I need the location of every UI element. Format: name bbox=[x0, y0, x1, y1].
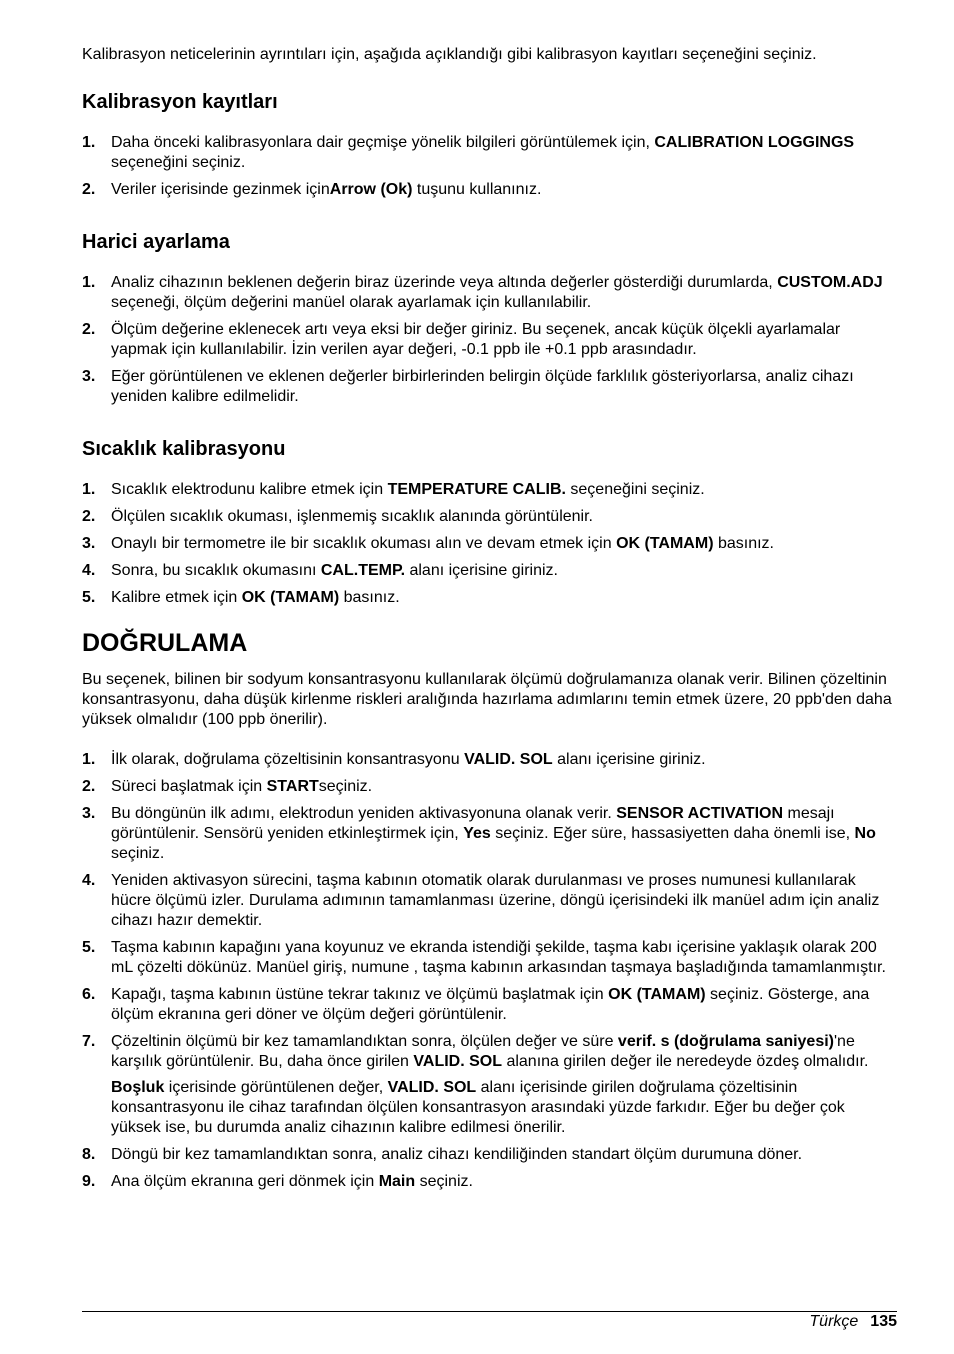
text-run: seçiniz. Gösterge, ana ölçüm ekranına geri döner ve ölçüm değeri görüntülenir. bbox=[111, 986, 870, 1023]
bold-term: TEMPERATURE CALIB. bbox=[387, 481, 566, 498]
step-number: 2. bbox=[82, 321, 96, 338]
bold-term: Main bbox=[378, 1173, 416, 1190]
bold-term: SENSOR ACTIVATION bbox=[616, 805, 784, 822]
list-item bbox=[82, 1172, 897, 1192]
text-run: 'ne karşılık görüntülenir. Bu, daha önce girilen bbox=[111, 1033, 855, 1070]
step-number: 1. bbox=[82, 134, 96, 151]
list-item bbox=[82, 938, 897, 978]
text-run: Onaylı bir termometre ile bir sıcaklık okuması alın ve devam etmek için bbox=[111, 535, 617, 552]
step-text bbox=[111, 368, 854, 405]
text-run: alanı içerisinde girilen doğrulama çözeltisinin konsantrasyonu ile cihaz tarafından ölçülen konsantrasyon arasındaki yüzde farkıdır. Eğer bu değer çok yüksek ise, bu durumda analiz cihazının kalibre edilmesi önerilir. bbox=[111, 1079, 845, 1136]
page-number: 135 bbox=[870, 1313, 897, 1330]
footer-language: Türkçe bbox=[809, 1313, 859, 1330]
text-run: alanı içerisine giriniz. bbox=[405, 562, 558, 579]
text-run: seçiniz. bbox=[111, 845, 165, 862]
text-run: alanına girilen değer ile neredeyde özdeş olmalıdır. bbox=[502, 1053, 869, 1070]
text-run: Taşma kabının kapağını yana koyunuz ve ekranda istendiği şekilde, taşma kabı içerisine yaklaşık olarak 200 mL çözelti dökünüz. Manüel giriş, numune , taşma kabının arkasından taşmaya başladığında tamamlanmıştır. bbox=[111, 939, 886, 976]
step-number: 2. bbox=[82, 508, 96, 525]
step-number: 1. bbox=[82, 274, 96, 291]
step-text bbox=[111, 872, 879, 929]
bold-term: OK (TAMAM) bbox=[608, 986, 706, 1003]
text-run: seçiniz. bbox=[318, 778, 373, 795]
list-item bbox=[82, 367, 897, 407]
step-number: 5. bbox=[82, 589, 96, 606]
bold-term: CUSTOM.ADJ bbox=[777, 274, 883, 291]
verification-steps bbox=[82, 750, 897, 1192]
list-item bbox=[82, 273, 897, 313]
step-number: 9. bbox=[82, 1173, 96, 1190]
step-number: 3. bbox=[82, 535, 96, 552]
step-text bbox=[111, 751, 706, 768]
step-number: 8. bbox=[82, 1146, 96, 1163]
text-run: Bu döngünün ilk adımı, elektrodun yeniden aktivasyonuna olanak verir. bbox=[111, 805, 617, 822]
text-run: basınız. bbox=[713, 535, 774, 552]
step-number: 2. bbox=[82, 778, 96, 795]
list-item bbox=[82, 507, 897, 527]
text-run: Sıcaklık elektrodunu kalibre etmek için bbox=[111, 481, 388, 498]
list-item bbox=[82, 985, 897, 1025]
bold-term: No bbox=[854, 825, 876, 842]
step-text bbox=[111, 1146, 802, 1163]
text-run: tuşunu kullanınız. bbox=[412, 181, 542, 198]
footer-divider bbox=[82, 1311, 897, 1312]
step-text bbox=[111, 778, 372, 795]
section-heading: Sıcaklık kalibrasyonu bbox=[82, 438, 286, 460]
section-steps bbox=[82, 273, 897, 407]
list-item bbox=[82, 588, 897, 608]
step-text bbox=[111, 134, 854, 171]
text-run: Sonra, bu sıcaklık okumasını bbox=[111, 562, 321, 579]
page-footer bbox=[809, 1312, 897, 1332]
text-run: mesajı görüntülenir. Sensörü yeniden etkinleştirmek için, bbox=[111, 805, 835, 842]
bold-term: VALID. SOL bbox=[464, 751, 553, 768]
bold-term: Yes bbox=[463, 825, 491, 842]
text-run: Çözeltinin ölçümü bir kez tamamlandıktan sonra, ölçülen değer ve süre bbox=[111, 1033, 618, 1050]
bold-term: OK (TAMAM) bbox=[616, 535, 714, 552]
list-item bbox=[82, 750, 897, 770]
bold-term: Arrow (Ok) bbox=[329, 181, 413, 198]
intro-paragraph: Kalibrasyon neticelerinin ayrıntıları için, aşağıda açıklandığı gibi kalibrasyon kayıtları seçeneğini seçiniz. bbox=[82, 46, 817, 63]
text-run: içerisinde görüntülenen değer, bbox=[164, 1079, 388, 1096]
step-text bbox=[111, 181, 541, 198]
list-item bbox=[82, 534, 897, 554]
step-text bbox=[111, 1033, 868, 1070]
section-steps bbox=[82, 480, 897, 608]
list-item bbox=[82, 777, 897, 797]
step-text bbox=[111, 508, 593, 525]
step-number: 3. bbox=[82, 368, 96, 385]
section-heading: Harici ayarlama bbox=[82, 231, 230, 253]
list-item bbox=[82, 180, 897, 200]
list-item bbox=[82, 871, 897, 931]
text-run: seçiniz. Eğer süre, hassasiyetten daha önemli ise, bbox=[490, 825, 855, 842]
text-run: seçeneğini seçiniz. bbox=[565, 481, 705, 498]
text-run: Eğer görüntülenen ve eklenen değerler birbirlerinden belirgin ölçüde farklılık gösteriyorlarsa, analiz cihazı yeniden kalibre edilmelidir. bbox=[111, 368, 854, 405]
step-text bbox=[111, 562, 558, 579]
text-run: seçeneği, ölçüm değerini manüel olarak ayarlamak için kullanılabilir. bbox=[111, 294, 592, 311]
step-text bbox=[111, 986, 869, 1023]
bold-term: verif. s (doğrulama saniyesi) bbox=[617, 1033, 834, 1050]
step-number: 5. bbox=[82, 939, 96, 956]
bold-term: START bbox=[266, 778, 319, 795]
section-steps bbox=[82, 133, 897, 200]
bold-term: VALID. SOL bbox=[387, 1079, 477, 1096]
step-text bbox=[111, 939, 886, 976]
section-title-verification: DOĞRULAMA bbox=[82, 629, 248, 657]
step-number: 7. bbox=[82, 1033, 96, 1050]
step-number: 1. bbox=[82, 481, 96, 498]
step-text bbox=[111, 274, 883, 311]
step-number: 6. bbox=[82, 986, 96, 1003]
text-run: Ölçüm değerine eklenecek artı veya eksi bir değer giriniz. Bu seçenek, ancak küçük ölçekli ayarlamalar yapmak için kullanılabilir. İzin verilen ayar değeri, -0.1 ppb ile +0.1 ppb arasındadır. bbox=[111, 321, 841, 358]
step-continuation bbox=[111, 1078, 897, 1138]
list-item bbox=[82, 133, 897, 173]
step-text bbox=[111, 481, 705, 498]
step-number: 3. bbox=[82, 805, 96, 822]
text-run: Veriler içerisinde gezinmek için bbox=[111, 181, 330, 198]
bold-term: VALID. SOL bbox=[413, 1053, 502, 1070]
section-heading: Kalibrasyon kayıtları bbox=[82, 91, 278, 113]
list-item bbox=[82, 480, 897, 500]
step-text bbox=[111, 805, 876, 862]
text-run: Süreci başlatmak için bbox=[111, 778, 267, 795]
list-item bbox=[82, 1032, 897, 1138]
step-text bbox=[111, 535, 774, 552]
step-number: 4. bbox=[82, 562, 96, 579]
text-run: Daha önceki kalibrasyonlara dair geçmişe yönelik bilgileri görüntülemek için, bbox=[111, 134, 655, 151]
text-run: basınız. bbox=[339, 589, 400, 606]
text-run: Ölçülen sıcaklık okuması, işlenmemiş sıcaklık alanında görüntülenir. bbox=[111, 508, 593, 525]
bold-term: OK (TAMAM) bbox=[241, 589, 340, 606]
text-run: Yeniden aktivasyon sürecini, taşma kabının otomatik olarak durulanması ve proses numunesi kullanılarak hücre ölçümü izler. Durulama adımının tamamlanması üzerine, döngü içerisindeki ilk manüel adım için analiz cihazı hazır demektir. bbox=[111, 872, 880, 929]
bold-term: Boşluk bbox=[111, 1079, 165, 1096]
verification-intro: Bu seçenek, bilinen bir sodyum konsantrasyonu kullanılarak ölçümü doğrulamanıza olanak verir. Bilinen çözeltinin konsantrasyonu, daha düşük kirlenme riskleri aralığında hazırlama adımlarını temin etmek üzere, 20 ppb'den daha yüksek olmalıdır (100 ppb önerilir). bbox=[82, 671, 892, 728]
text-run: seçiniz. bbox=[415, 1173, 473, 1190]
step-text bbox=[111, 1173, 473, 1190]
text-run: İlk olarak, doğrulama çözeltisinin konsantrasyonu bbox=[111, 751, 465, 768]
text-run: seçeneğini seçiniz. bbox=[111, 154, 246, 171]
step-text bbox=[111, 321, 840, 358]
step-number: 2. bbox=[82, 181, 96, 198]
text-run: Kapağı, taşma kabının üstüne tekrar takınız ve ölçümü başlatmak için bbox=[111, 986, 609, 1003]
text-run: Analiz cihazının beklenen değerin biraz üzerinde veya altında değerler gösterdiği durumlarda, bbox=[111, 274, 778, 291]
step-number: 4. bbox=[82, 872, 96, 889]
list-item bbox=[82, 804, 897, 864]
bold-term: CALIBRATION LOGGINGS bbox=[654, 134, 855, 151]
step-text bbox=[111, 589, 400, 606]
text-run: Döngü bir kez tamamlandıktan sonra, analiz cihazı kendiliğinden standart ölçüm durumuna döner. bbox=[111, 1146, 803, 1163]
text-run: alanı içerisine giriniz. bbox=[552, 751, 706, 768]
text-run: Ana ölçüm ekranına geri dönmek için bbox=[111, 1173, 379, 1190]
sections bbox=[82, 90, 897, 608]
list-item bbox=[82, 1145, 897, 1165]
step-number: 1. bbox=[82, 751, 96, 768]
list-item bbox=[82, 561, 897, 581]
list-item bbox=[82, 320, 897, 360]
text-run: Kalibre etmek için bbox=[111, 589, 242, 606]
document-page bbox=[82, 45, 897, 1192]
bold-term: CAL.TEMP. bbox=[320, 562, 406, 579]
